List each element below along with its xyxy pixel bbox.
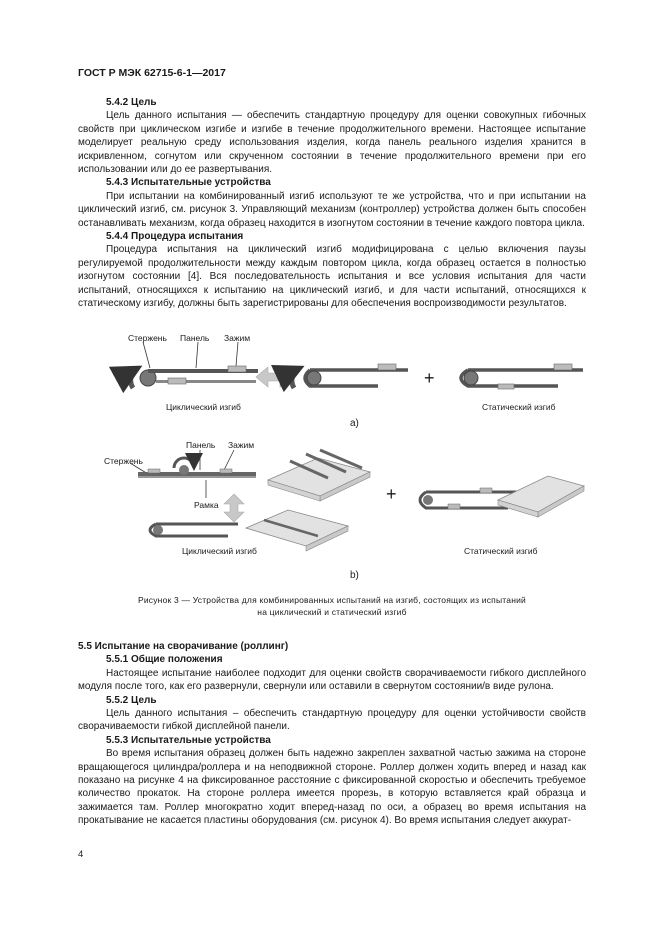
label-b-static: Статический изгиб: [464, 546, 538, 556]
sublabel-a: а): [350, 418, 359, 429]
double-arrow-icon: [256, 367, 292, 387]
diagram-a-static-bent: [461, 364, 583, 389]
figure-3-drawing: [78, 322, 586, 622]
label-a-static: Статический изгиб: [482, 402, 556, 412]
paragraph-5-4-2: Цель данного испытания — обеспечить стандартную процедуру для оценки совокупных гибочных свойств при циклическом изгибе и изгибе в течение продолжительного времени. Настоящее испытание моделирует реальную среду использования изделия, когда панель реального изделия хранится в искривленном, согнутом или скрученном состоянии в течение продолжительного времени при его использовании или до ее развертывания.: [78, 110, 586, 176]
label-a-cyclic: Циклический изгиб: [166, 402, 241, 412]
label-a-rod: Стержень: [128, 333, 167, 343]
page-number: 4: [78, 849, 84, 860]
diagram-b-cyclic-bent: [150, 510, 348, 551]
label-b-cyclic: Циклический изгиб: [182, 546, 257, 556]
plus-a: +: [424, 368, 435, 388]
sublabel-b: b): [350, 570, 359, 581]
text-block-top: [78, 96, 586, 311]
paragraph-5-4-3: При испытании на комбинированный изгиб используют те же устройства, что и при испытании на циклический изгиб, см. рисунок 3. Управляющий механизм (контроллер) устройства должен быть способен останавливать механизм, когда образец находится в изогнутом состоянии в течение каждого повтора цикла.: [78, 190, 586, 229]
heading-5-5-3: 5.5.3 Испытательные устройства: [106, 734, 271, 746]
up-down-arrow-icon: [224, 494, 244, 522]
heading-5-5: 5.5 Испытание на сворачивание (роллинг): [78, 641, 289, 652]
heading-5-4-4: 5.4.4 Процедура испытания: [106, 231, 244, 243]
heading-5-4-3: 5.4.3 Испытательные устройства: [106, 177, 271, 189]
label-b-rod: Стержень: [104, 456, 143, 466]
paragraph-5-5-2: Цель данного испытания – обеспечить стандартную процедуру для оценки устойчивости свойств сворачиваемости гибкой дисплейной панели.: [78, 708, 586, 733]
figure-3: [78, 322, 586, 622]
plus-b: +: [386, 484, 397, 504]
paragraph-5-5-3: Во время испытания образец должен быть надежно закреплен захватной частью зажима на стороне вращающегося цилиндра/роллера и на неподвижной стороне. Роллер должен ходить вперед и назад как показано на рисунке 4 на фиксированное расстояние с фиксированной скоростью и обеспечить требуемое количество прокаток. На стороне роллера имеется прорезь, в которую вставляется край образца и зажимается там. Роллер многократно ходит вперед-назад по оси, а образец во время испытания на прокатывание не касается пластины оборудования (см. рисунок 4). Во время испытания следует аккурат-: [78, 748, 586, 827]
diagram-b-static: [420, 476, 584, 517]
label-a-clamp: Зажим: [224, 333, 251, 343]
heading-5-5-2: 5.5.2 Цель: [106, 694, 157, 706]
heading-5-5-1: 5.5.1 Общие положения: [106, 654, 223, 666]
figure-caption-line-2: на циклический и статический изгиб: [257, 607, 407, 617]
diagram-b-cyclic-fixture: [130, 450, 256, 498]
label-b-frame: Рамка: [194, 500, 219, 510]
text-block-bottom: [78, 640, 586, 828]
paragraph-5-4-4: Процедура испытания на циклический изгиб модифицирована с целью включения паузы регулируемой продолжительности между каждым повтором цикла, когда образец остается в полностью изогнутом состоянии [4]. Вся последовательность испытания и все условия испытания для части испытаний, относящихся к испытанию на циклический изгиб, и для части испытаний, относящихся к статическому изгибу, должны быть зарегистрированы для обеспечения воспроизводимости результатов.: [78, 244, 586, 310]
heading-5-4-2: 5.4.2 Цель: [106, 97, 157, 108]
document-header: ГОСТ Р МЭК 62715-6-1—2017: [78, 67, 226, 79]
diagram-b-3d-frame-top: [268, 450, 370, 501]
figure-caption-line-1: Рисунок 3 — Устройства для комбинированных испытаний на изгиб, состоящих из испытаний: [137, 595, 527, 605]
label-a-panel: Панель: [180, 333, 210, 343]
label-b-clamp: Зажим: [228, 440, 255, 450]
label-b-panel: Панель: [186, 440, 216, 450]
diagram-a-cyclic-fixture: [131, 342, 258, 388]
diagram-a-cyclic-bent: [292, 364, 408, 388]
paragraph-5-5-1: Настоящее испытание наиболее подходит для оценки свойств сворачиваемости гибкого дисплейного модуля после того, как его развернули, свернули или оставили в свернутом состоянии/в виде рулона.: [78, 667, 586, 693]
